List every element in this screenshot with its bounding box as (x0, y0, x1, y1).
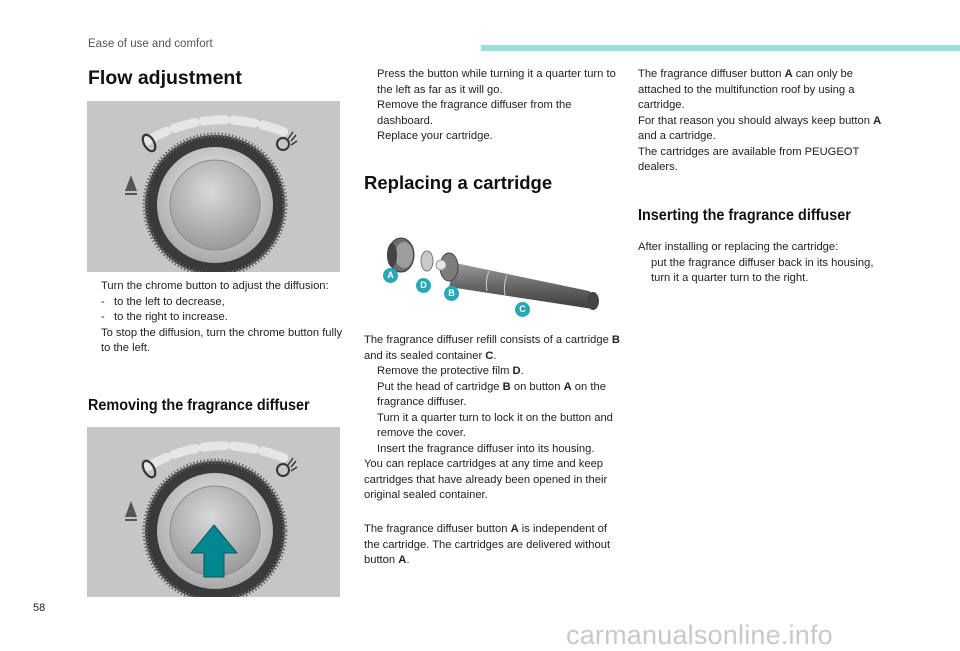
replacing-step-2: Put the head of cartridge B on button A on the fragrance diffuser. (377, 380, 606, 408)
callout-b: B (444, 286, 459, 301)
page-number: 58 (33, 602, 46, 614)
removing-bullet-1: Press the button while turning it a quarter turn to the left as far as it will go. (377, 68, 616, 96)
removing-title: Removing the fragrance diffuser (88, 397, 310, 414)
flow-adjustment-title: Flow adjustment (88, 67, 242, 89)
dial-removal-figure (87, 427, 340, 597)
flow-bullet-1: Turn the chrome button to adjust the diffusion: (101, 280, 329, 292)
replacing-instructions (364, 333, 620, 504)
button-info-p3: The cartridges are available from PEUGEOT dealers. (638, 145, 860, 173)
section-header: Ease of use and comfort (88, 38, 213, 50)
removing-instructions (364, 67, 619, 145)
cartridge-figure (377, 225, 602, 323)
callout-a: A (383, 268, 398, 283)
replacing-intro: The fragrance diffuser refill consists of a cartridge B and its sealed container C. (364, 334, 620, 362)
replacing-note: You can replace cartridges at any time and keep cartridges that have already been opened in their original sealed container. (364, 458, 608, 501)
flow-dash-2: - to the right to increase. (101, 311, 228, 323)
inserting-instructions (638, 240, 894, 287)
callout-d: D (416, 278, 431, 293)
inserting-title: Inserting the fragrance diffuser (638, 207, 851, 224)
watermark: carmanualsonline.info (566, 620, 833, 650)
button-info-text (638, 67, 894, 176)
removing-bullet-3: Replace your cartridge. (377, 130, 493, 142)
inserting-bullet-1: put the fragrance diffuser back in its housing, (651, 256, 874, 269)
replacing-title: Replacing a cartridge (364, 172, 553, 193)
dial-figure (87, 101, 340, 272)
header-accent-bar (481, 45, 960, 51)
removing-bullet-2: Remove the fragrance diffuser from the dashboard. (377, 99, 572, 127)
inserting-intro: After installing or replacing the cartridge: (638, 241, 839, 253)
button-info-p1: The fragrance diffuser button A can only be attached to the multifunction roof by using a cartridge. (638, 68, 855, 111)
button-independence-text: The fragrance diffuser button A is independent of the cartridge. The cartridges are delivered without button A. (364, 523, 611, 566)
replacing-step-4: Insert the fragrance diffuser into its housing. (377, 442, 595, 455)
flow-instructions (88, 279, 343, 357)
inserting-bullet-2: turn it a quarter turn to the right. (651, 272, 809, 284)
button-info-p2: For that reason you should always keep button A and a cartridge. (638, 114, 882, 142)
flow-bullet-2: To stop the diffusion, turn the chrome button fully to the left. (101, 326, 343, 354)
flow-dash-1: - to the left to decrease, (101, 295, 225, 308)
callout-c: C (515, 302, 530, 317)
replacing-step-3: Turn it a quarter turn to lock it on the button and remove the cover. (377, 411, 613, 439)
replacing-step-1: Remove the protective film D. (377, 365, 524, 377)
